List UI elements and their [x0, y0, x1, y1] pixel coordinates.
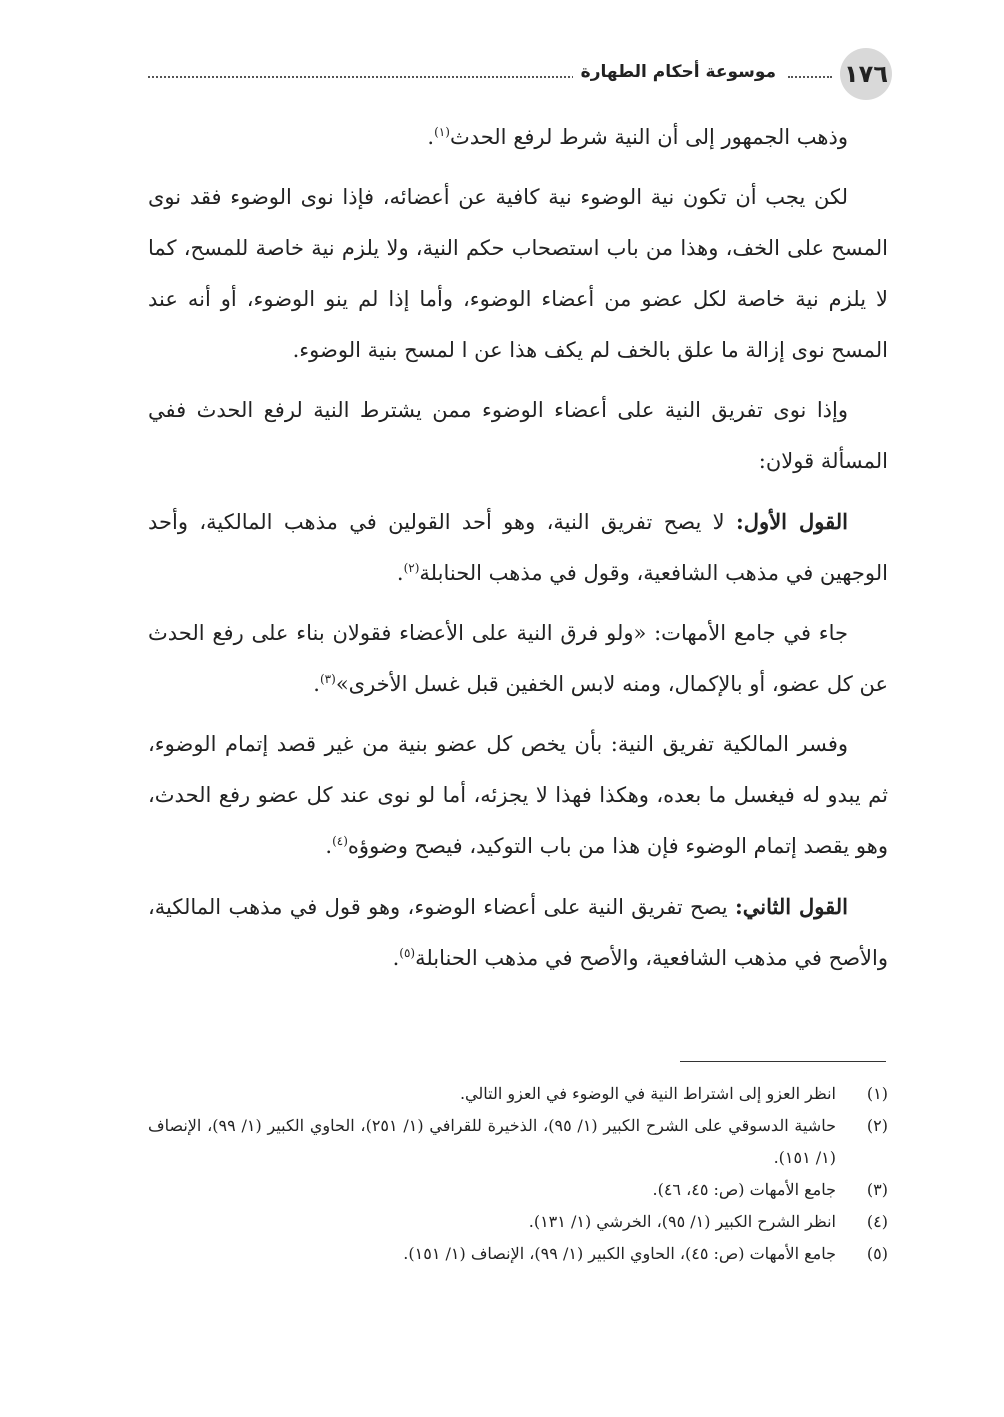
header-dotted-leader-right — [788, 76, 832, 78]
footnote-number: (٢) — [866, 1116, 888, 1135]
footnote-number: (٥) — [866, 1244, 888, 1263]
paragraph-text: وذهب الجمهور إلى أن النية شرط لرفع الحدث — [449, 125, 848, 149]
footnote-text: انظر العزو إلى اشتراط النية في الوضوء في العزو التالي. — [459, 1084, 836, 1103]
footnote-number: (٤) — [866, 1212, 888, 1231]
footnote-item — [148, 1174, 888, 1206]
footnote-number: (١) — [866, 1084, 888, 1103]
footnote-text: جامع الأمهات (ص: ٤٥)، الحاوي الكبير (١/ ٩٩)، الإنصاف (١/ ١٥١). — [403, 1244, 836, 1263]
footnote-item — [148, 1078, 888, 1110]
book-title: موسوعة أحكام الطهارة — [573, 62, 784, 82]
paragraph-6 — [148, 719, 888, 872]
footnote-item — [148, 1110, 888, 1174]
paragraph-text: جاء في جامع الأمهات: «ولو فرق النية على الأعضاء فقولان بناء على رفع الحدث عن كل عضو، أو بالإكمال، ومنه لابس الخفين قبل غسل الأخرى» — [148, 621, 888, 696]
paragraph-end: . — [313, 672, 320, 696]
paragraph-text: وإذا نوى تفريق النية على أعضاء الوضوء ممن يشترط النية لرفع الحدث ففي المسألة قولان: — [148, 398, 888, 473]
footnote-number: (٣) — [866, 1180, 888, 1199]
paragraph-end: . — [392, 946, 400, 970]
paragraph-text: يصح تفريق النية على أعضاء الوضوء، وهو قول في مذهب المالكية، والأصح في مذهب الشافعية، والأصح في مذهب الحنابلة — [148, 895, 888, 970]
main-text — [148, 112, 888, 993]
page-header — [148, 48, 892, 100]
footnote-item — [148, 1206, 888, 1238]
opinion-label: القول الأول: — [736, 509, 848, 534]
paragraph-end: . — [427, 125, 435, 149]
opinion-label: القول الثاني: — [735, 894, 849, 919]
paragraph-end: . — [325, 834, 333, 858]
footnote-ref[interactable]: (٥) — [399, 946, 416, 960]
paragraph-end: . — [396, 561, 404, 585]
footnote-separator — [680, 1061, 886, 1062]
page-number: ١٧٦ — [840, 48, 892, 100]
footnotes — [148, 1078, 888, 1270]
footnote-ref[interactable]: (١) — [434, 125, 450, 139]
footnote-ref[interactable]: (٤) — [332, 834, 348, 848]
paragraph-1 — [148, 112, 888, 163]
paragraph-2 — [148, 172, 888, 376]
paragraph-text: وفسر المالكية تفريق النية: بأن يخص كل عضو بنية من غير قصد إتمام الوضوء، ثم يبدو له فيغسل ما بعده، وهكذا فهذا لا يجزئه، أما لو نوى عند كل عضو رفع الحدث، وهو يقصد إتمام الوضوء فإن هذا من باب التوكيد، فيصح وضوؤه — [148, 732, 888, 858]
footnote-text: حاشية الدسوقي على الشرح الكبير (١/ ٩٥)، الذخيرة للقرافي (١/ ٢٥١)، الحاوي الكبير (١/ ٩٩)، الإنصاف (١/ ١٥١). — [148, 1116, 836, 1167]
header-dotted-leader-left — [148, 76, 578, 78]
paragraph-3 — [148, 385, 888, 487]
footnote-ref[interactable]: (٢) — [403, 561, 420, 575]
footnote-text: جامع الأمهات (ص: ٤٥، ٤٦). — [652, 1180, 836, 1199]
footnote-ref[interactable]: (٣) — [319, 672, 336, 686]
paragraph-text: لا يصح تفريق النية، وهو أحد القولين في مذهب المالكية، وأحد الوجهين في مذهب الشافعية، وقول في مذهب الحنابلة — [148, 510, 888, 585]
footnote-text: انظر الشرح الكبير (١/ ٩٥)، الخرشي (١/ ١٣١). — [528, 1212, 836, 1231]
footnote-item — [148, 1238, 888, 1270]
paragraph-7 — [148, 881, 888, 984]
paragraph-4 — [148, 496, 888, 599]
paragraph-text: لكن يجب أن تكون نية الوضوء نية كافية عن أعضائه، فإذا نوى الوضوء فقد نوى المسح على الخف، وهذا من باب استصحاب حكم النية، ولا يلزم نية خاصة للمسح، كما لا يلزم نية خاصة لكل عضو من أعضاء الوضوء، وأما إذا لم ينو الوضوء، أو أنه عند المسح نوى إزالة ما علق بالخف لم يكف هذا عن ا لمسح بنية الوضوء. — [148, 185, 888, 362]
paragraph-5 — [148, 608, 888, 710]
